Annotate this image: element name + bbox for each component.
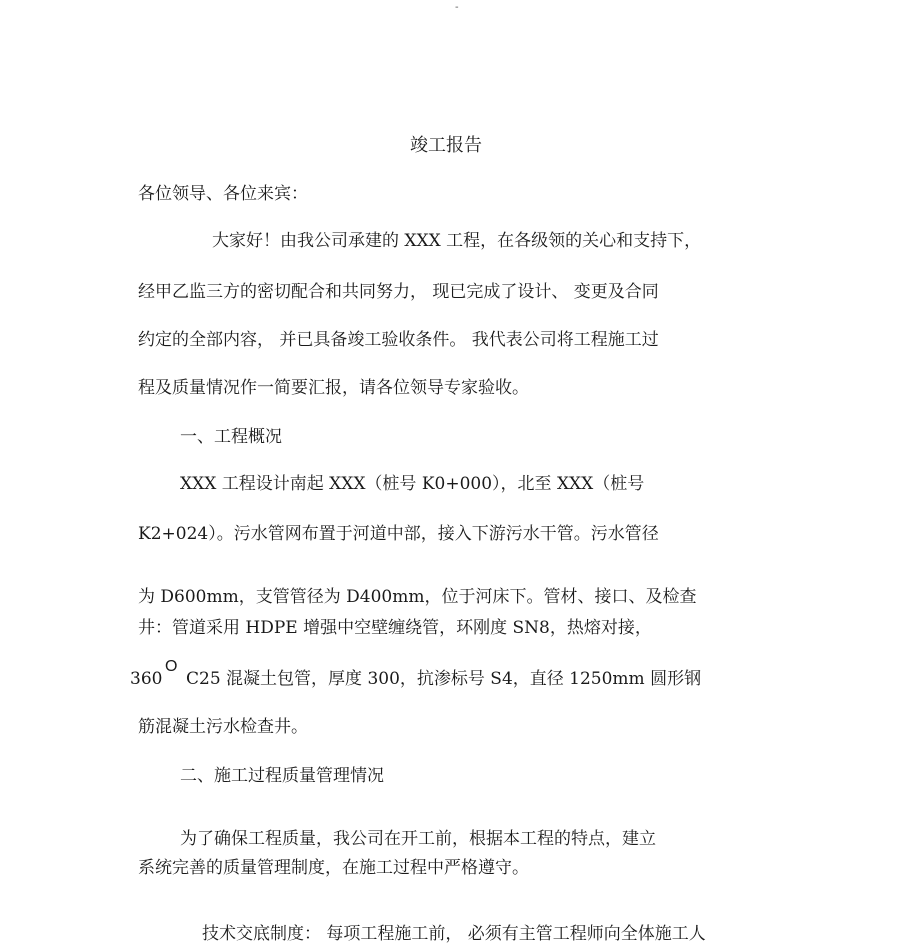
paragraph-1-line-2: 经甲乙监三方的密切配合和共同努力， 现已完成了设计、 变更及合同 xyxy=(138,282,659,302)
paragraph-1-line-1: 大家好！由我公司承建的 XXX 工程，在各级领的关心和支持下， xyxy=(212,231,702,251)
paragraph-1-line-4: 程及质量情况作一简要汇报，请各位领导专家验收。 xyxy=(138,378,529,398)
paragraph-3-line-2: 系统完善的质量管理制度，在施工过程中严格遵守。 xyxy=(138,858,529,878)
paragraph-2-line-4: 井：管道采用 HDPE 增强中空壁缠绕管，环刚度 SN8，热熔对接， xyxy=(138,618,652,638)
greeting: 各位领导、各位来宾： xyxy=(138,184,308,204)
paragraph-2-line-6: 筋混凝土污水检查井。 xyxy=(138,717,308,737)
paragraph-1-line-3: 约定的全部内容， 并已具备竣工验收条件。 我代表公司将工程施工过 xyxy=(138,330,659,350)
header-mark: - xyxy=(455,2,459,13)
degree-symbol: O xyxy=(165,658,178,675)
section-heading-2: 二、施工过程质量管理情况 xyxy=(180,766,384,786)
paragraph-2-line-3: 为 D600mm，支管管径为 D400mm，位于河床下。管材、接口、及检查 xyxy=(138,587,697,607)
paragraph-3-line-1: 为了确保工程质量，我公司在开工前，根据本工程的特点，建立 xyxy=(180,829,656,849)
paragraph-2-line-1: XXX 工程设计南起 XXX（桩号 K0+000），北至 XXX（桩号 xyxy=(180,474,645,494)
section-heading-1: 一、工程概况 xyxy=(180,427,282,447)
paragraph-2-line-5: C25 混凝土包管，厚度 300，抗渗标号 S4，直径 1250mm 圆形钢 xyxy=(186,669,702,689)
document-title: 竣工报告 xyxy=(410,135,482,156)
paragraph-2-line-5-number: 360 xyxy=(130,669,163,689)
paragraph-2-line-2: K2+024）。污水管网布置于河道中部，接入下游污水干管。污水管径 xyxy=(138,524,659,544)
paragraph-4-line-1: 技术交底制度： 每项工程施工前， 必须有主管工程师向全体施工人 xyxy=(202,924,706,944)
